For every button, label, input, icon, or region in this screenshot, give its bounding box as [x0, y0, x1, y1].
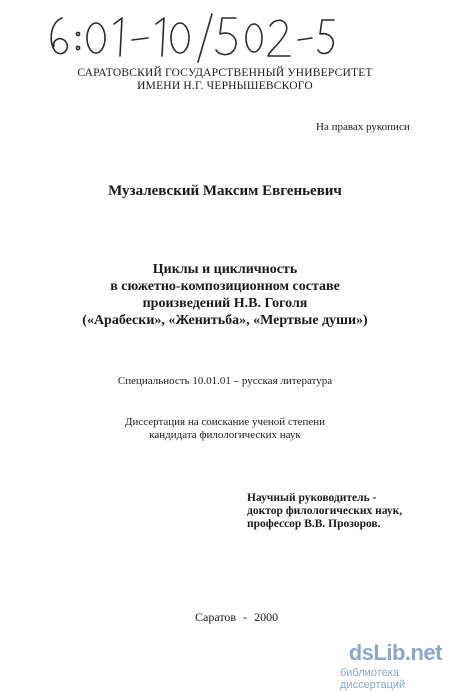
supervisor-line: профессор В.В. Прозоров.: [247, 518, 381, 530]
handwritten-code: [40, 6, 340, 68]
specialty-line: Специальность 10.01.01 – русская литература: [117, 375, 333, 387]
dissertation-title-line: Циклы и цикличность: [152, 262, 298, 277]
manuscript-rights-note: На правах рукописи: [316, 121, 410, 133]
supervisor-line: доктор филологических наук,: [247, 505, 403, 517]
handwritten-code-drawing: [40, 6, 340, 68]
degree-line: кандидата филологических наук: [149, 429, 301, 441]
dissertation-title-line: в сюжетно-композиционном составе: [110, 279, 340, 294]
watermark-logo: dsLib.net: [348, 640, 442, 665]
supervisor-line: Научный руководитель -: [247, 492, 377, 504]
degree-line: Диссертация на соискание ученой степени: [124, 416, 326, 428]
city-year: Саратов - 2000: [195, 610, 279, 624]
author-name: Музалевский Максим Евгеньевич: [108, 183, 342, 199]
dissertation-title-line: («Арабески», «Женитьба», «Мертвые души»): [82, 313, 368, 328]
university-name-line2: ИМЕНИ Н.Г. ЧЕРНЫШЕВСКОГО: [137, 80, 313, 92]
university-name-line1: САРАТОВСКИЙ ГОСУДАРСТВЕННЫЙ УНИВЕРСИТЕТ: [77, 67, 373, 79]
watermark: [340, 640, 448, 691]
dissertation-title-line: произведений Н.В. Гоголя: [142, 296, 308, 311]
watermark-subtitle: библиотека диссертаций: [340, 667, 406, 691]
